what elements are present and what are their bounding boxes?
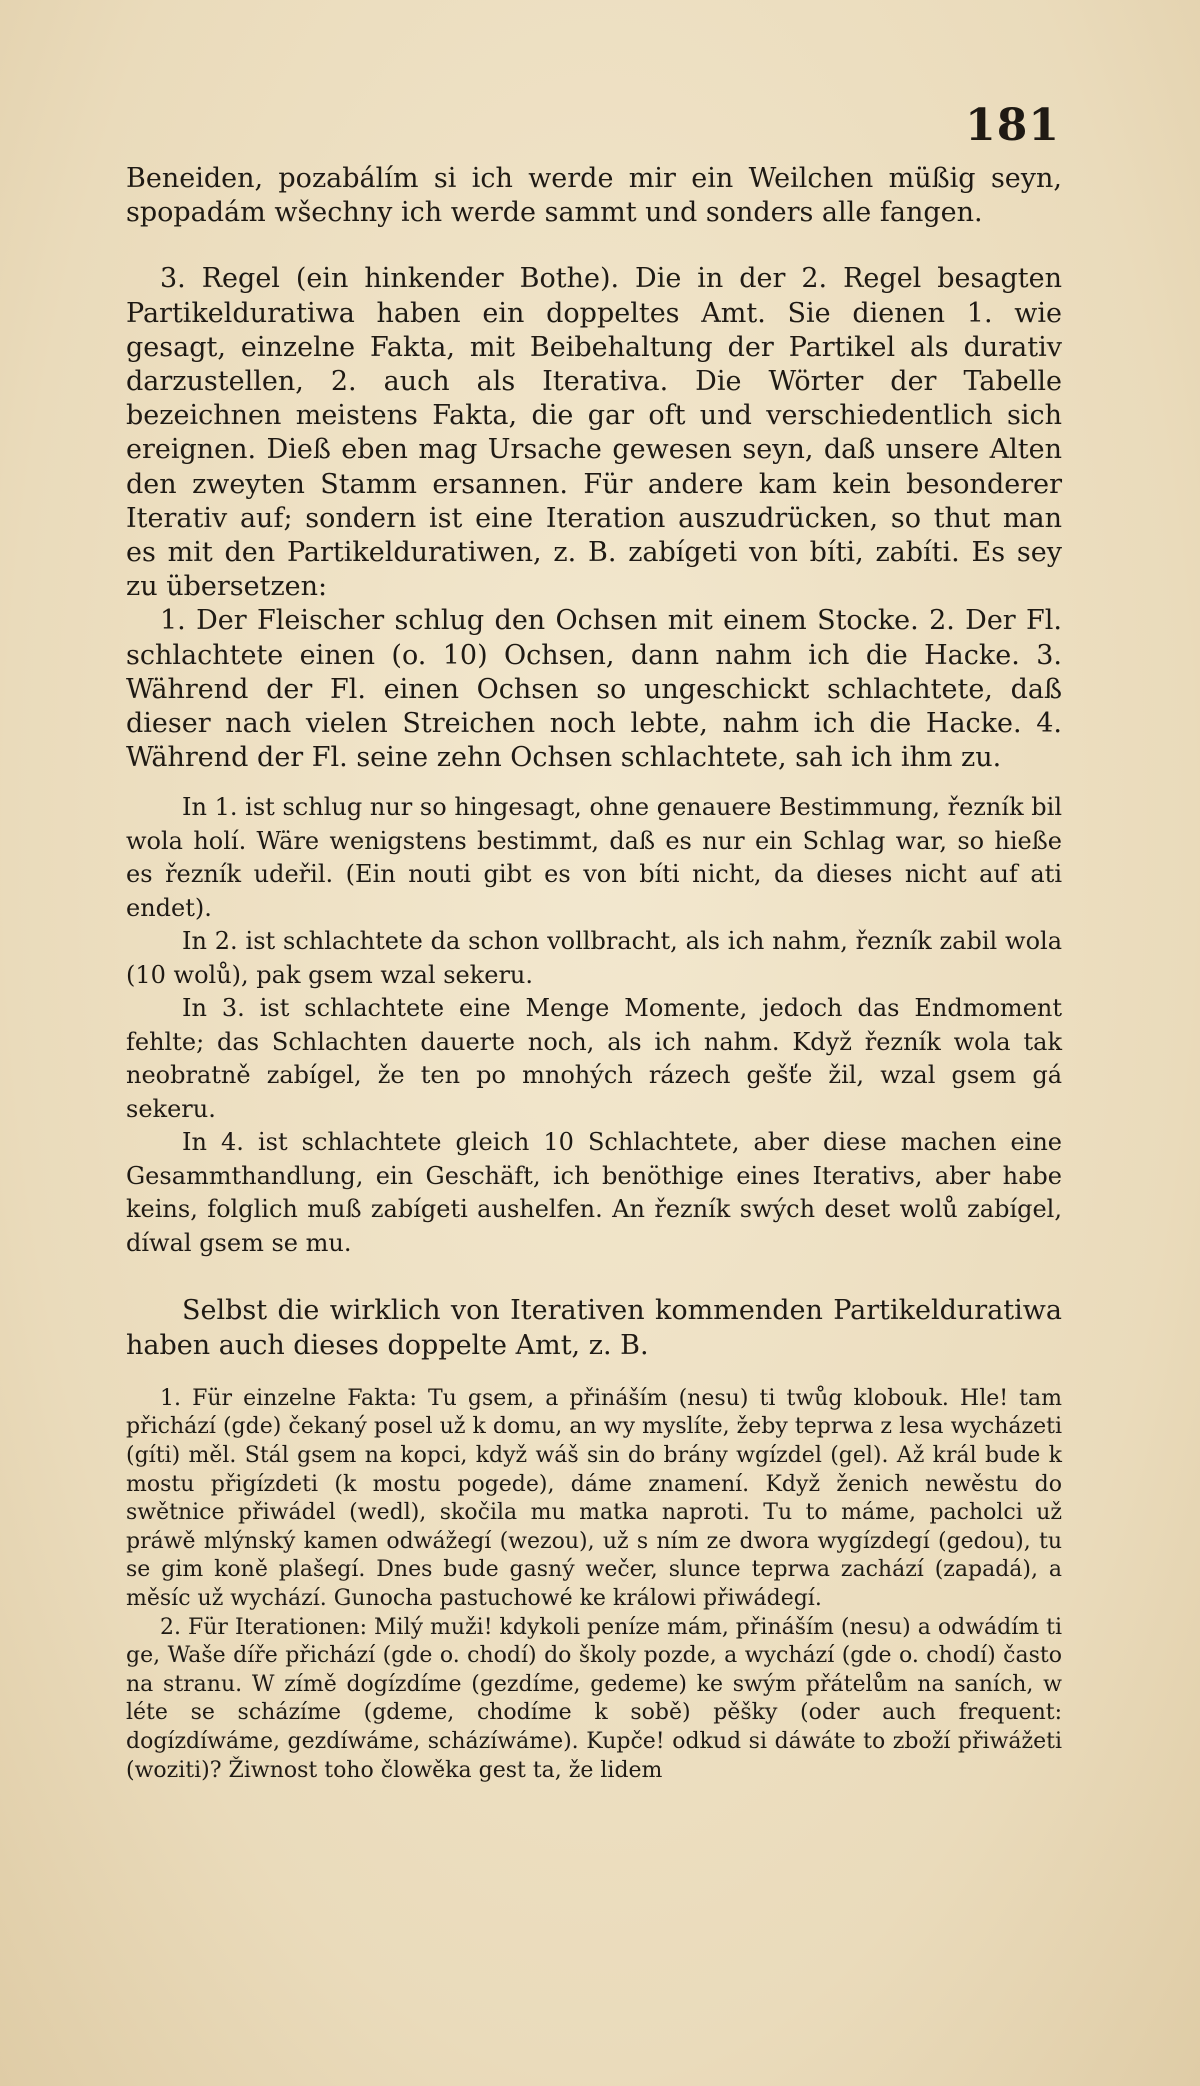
paragraph-rule-3: 3. Regel (ein hinkender Bothe). Die in der 2. Regel besagten Partikelduratiwa haben ein doppeltes Amt. Sie dienen 1. wie gesagt, einzelne Fakta, mit Beibehaltung der Partikel als durativ darzustellen, 2. auch als Iterativa. Die Wörter der Tabelle bezeichnen meistens Fakta, die gar oft und verschiedentlich sich ereignen. Dieß eben mag Ursache gewesen seyn, daß unsere Alten den zweyten Stamm ersannen. Für andere kam kein besonderer Iterativ auf; sondern ist eine Iteration auszudrücken, so thut man es mit den Partikelduratiwen, z. B. zabígeti von bíti, zabíti. Es sey zu übersetzen:	[126, 263, 1062, 603]
paragraph-case-2: In 2. ist schlachtete da schon vollbracht, als ich nahm, řezník zabil wola (10 wolů), pak gsem wzal sekeru.	[126, 927, 1062, 989]
page-number: 181	[965, 100, 1060, 151]
paragraph-single-facts: 1. Für einzelne Fakta: Tu gsem, a přináším (nesu) ti twůg klobouk. Hle! tam přichází (gde) čekaný posel už k domu, an wy myslíte, žeby teprwa z lesa wycházeti (gíti) měl. Stál gsem na kopci, když wáš sin do brány wgízdel (gel). Až král bude k mostu přigízdeti (k mostu pogede), dáme znamení. Když ženich newěstu do swětnice přiwádel (wedl), skočila mu matka naproti. Tu to máme, pacholci už práwě mlýnský kamen odwážegí (wezou), už s ním ze dwora wygízdegí (gedou), tu se gim koně plašegí. Dnes bude gasný wečer, slunce teprwa zachází (zapadá), a měsíc už wychází. Gunocha pastuchowé ke králowi přiwádegí.	[126, 1385, 1062, 1612]
paragraph-examples: 1. Der Fleischer schlug den Ochsen mit einem Stocke. 2. Der Fl. schlachtete einen (o. 10) Ochsen, dann nahm ich die Hacke. 3. Während der Fl. einen Ochsen so ungeschickt schlachtete, daß dieser nach vielen Streichen noch lebte, nahm ich die Hacke. 4. Während der Fl. seine zehn Ochsen schlachtete, sah ich ihm zu.	[126, 605, 1062, 774]
paragraph-iterations: 2. Für Iterationen: Milý muži! kdykoli peníze mám, přináším (nesu) a odwádím ti ge, Waše díře přichází (gde o. chodí) do školy pozde, a wychází (gde o. chodí) často na stranu. W zímě dogízdíme (gezdíme, gedeme) ke swým přátelům na saních, w léte se scházíme (gdeme, chodíme k sobě) pěšky (oder auch frequent: dogízdíwáme, gezdíwáme, scházíwáme). Kupče! odkud si dáwáte to zboží přiwážeti (woziti)? Žiwnost toho člowěka gest ta, že lidem	[126, 1614, 1062, 1783]
paragraph-case-4: In 4. ist schlachtete gleich 10 Schlachtete, aber diese machen eine Gesammthandlung, ein Geschäft, ich benöthige eines Iterativs, aber habe keins, folglich muß zabígeti aushelfen. An řezník swých deset wolů zabígel, díwal gsem se mu.	[126, 1128, 1062, 1257]
paragraph-intro: Beneiden, pozabálím si ich werde mir ein Weilchen müßig seyn, spopadám wšechny ich werde sammt und sonders alle fangen.	[126, 163, 1062, 229]
page-body	[126, 162, 1062, 1785]
paragraph-case-3: In 3. ist schlachtete eine Menge Momente, jedoch das Endmoment fehlte; das Schlachten dauerte noch, als ich nahm. Když řezník wola tak neobratně zabígel, že ten po mnohých rázech gešťe žil, wzal gsem gá sekeru.	[126, 994, 1062, 1123]
paragraph-double-office: Selbst die wirklich von Iterativen kommenden Partikelduratiwa haben auch dieses doppelte Amt, z. B.	[126, 1295, 1062, 1361]
paragraph-case-1: In 1. ist schlug nur so hingesagt, ohne genauere Bestimmung, řezník bil wola holí. Wäre wenigstens bestimmt, daß es nur ein Schlag war, so hieße es řezník udeřil. (Ein nouti gibt es von bíti nicht, da dieses nicht auf ati endet).	[126, 793, 1062, 922]
